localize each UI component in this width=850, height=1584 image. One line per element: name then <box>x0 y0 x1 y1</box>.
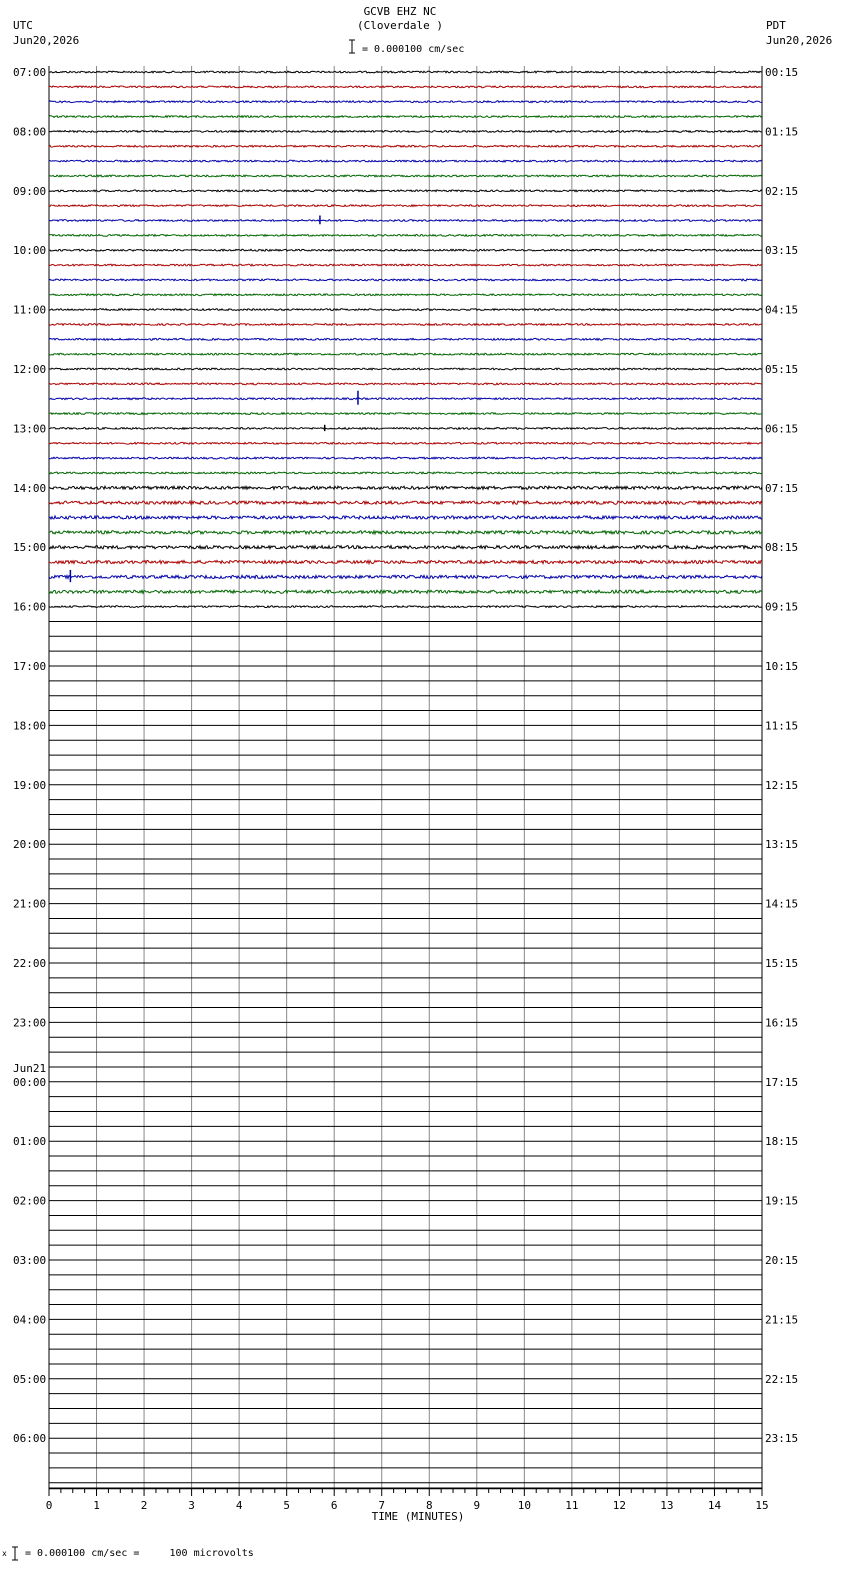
left-hour-label: 03:00 <box>13 1254 47 1267</box>
left-date-label: Jun21 <box>13 1061 47 1075</box>
trace-row <box>49 160 762 162</box>
trace-row <box>49 486 762 489</box>
x-axis <box>46 1488 769 1523</box>
left-hour-label: 02:00 <box>13 1194 47 1208</box>
right-hour-label: 00:15 <box>765 66 799 79</box>
trace-row <box>49 413 762 415</box>
trace-row <box>49 353 762 355</box>
left-date: Jun20,2026 <box>13 34 80 47</box>
left-hour-label: 19:00 <box>13 778 47 792</box>
footer-marker: x <box>2 1549 7 1558</box>
x-tick-label: 15 <box>755 1499 769 1512</box>
trace-row <box>49 86 762 88</box>
station-name: GCVB EHZ NC <box>363 5 437 18</box>
trace-row <box>49 116 762 118</box>
trace-row <box>49 472 762 474</box>
left-hour-label: 10:00 <box>13 244 47 258</box>
left-hour-label: 22:00 <box>13 957 47 970</box>
scale-bar-icon <box>349 40 355 53</box>
trace-row <box>49 546 762 549</box>
left-hour-label: 06:00 <box>13 1432 47 1446</box>
trace-row <box>49 235 762 237</box>
footer-scale-note: = 0.000100 cm/sec = 100 microvolts <box>25 1548 254 1559</box>
left-hour-label: 18:00 <box>13 719 47 733</box>
left-hour-label: 17:00 <box>13 660 47 673</box>
trace-row <box>49 398 762 400</box>
x-tick-label: 6 <box>330 1499 338 1512</box>
x-tick-label: 2 <box>140 1499 148 1512</box>
trace-row <box>49 324 762 326</box>
right-hour-label: 13:15 <box>765 838 799 852</box>
trace-row <box>49 131 762 133</box>
trace-row <box>49 575 762 578</box>
left-hour-label: 01:00 <box>13 1135 47 1149</box>
x-tick-label: 10 <box>517 1499 531 1512</box>
left-hour-label: 13:00 <box>13 422 47 436</box>
right-hour-label: 17:15 <box>765 1075 799 1089</box>
left-hour-label: 04:00 <box>13 1313 47 1327</box>
left-hour-label: 15:00 <box>13 541 47 555</box>
x-tick-label: 1 <box>93 1499 100 1512</box>
trace-row <box>49 501 762 504</box>
right-hour-label: 20:15 <box>765 1254 799 1267</box>
right-hour-label: 05:15 <box>765 363 799 376</box>
x-tick-label: 9 <box>473 1499 481 1512</box>
trace-row <box>49 606 762 608</box>
trace-row <box>49 249 762 251</box>
left-hour-label: 21:00 <box>13 897 47 911</box>
left-timezone: UTC <box>13 19 33 32</box>
right-hour-label: 23:15 <box>765 1432 799 1446</box>
trace-row <box>49 175 762 177</box>
right-hour-label: 08:15 <box>765 541 799 555</box>
left-hour-label: 00:00 <box>13 1075 47 1089</box>
left-hour-label: 23:00 <box>13 1016 47 1030</box>
trace-row <box>49 190 762 192</box>
x-tick-label: 0 <box>45 1499 53 1512</box>
right-hour-label: 12:15 <box>765 778 799 792</box>
x-tick-label: 14 <box>707 1499 722 1512</box>
right-hour-label: 07:15 <box>765 481 799 495</box>
x-tick-label: 5 <box>283 1499 290 1512</box>
trace-row <box>49 428 762 430</box>
trace-row <box>49 590 762 593</box>
x-tick-label: 13 <box>660 1499 674 1512</box>
x-tick-label: 12 <box>612 1499 627 1512</box>
trace-row <box>49 531 762 534</box>
right-hour-label: 11:15 <box>765 719 799 733</box>
right-hour-label: 02:15 <box>765 184 799 198</box>
scale-label: = 0.000100 cm/sec <box>362 44 465 55</box>
trace-row <box>49 145 762 147</box>
left-hour-label: 07:00 <box>13 66 47 79</box>
trace-row <box>49 71 762 73</box>
right-hour-label: 01:15 <box>765 125 799 139</box>
right-hour-label: 18:15 <box>765 1135 799 1149</box>
x-tick-label: 4 <box>235 1499 243 1512</box>
right-hour-label: 06:15 <box>765 422 799 436</box>
trace-row <box>49 457 762 459</box>
x-axis-title: TIME (MINUTES) <box>371 1510 465 1523</box>
right-timezone: PDT <box>766 19 786 32</box>
station-location: (Cloverdale ) <box>356 19 444 32</box>
x-tick-label: 8 <box>425 1499 433 1512</box>
trace-row <box>49 561 762 564</box>
left-hour-label: 16:00 <box>13 600 47 614</box>
right-hour-label: 14:15 <box>765 897 799 911</box>
trace-row <box>49 264 762 266</box>
trace-row <box>49 338 762 340</box>
left-hour-label: 12:00 <box>13 363 47 376</box>
trace-row <box>49 516 762 519</box>
right-hour-label: 21:15 <box>765 1313 799 1327</box>
footer-scale-icon <box>12 1547 18 1560</box>
right-hour-label: 04:15 <box>765 303 799 317</box>
left-hour-label: 05:00 <box>13 1372 47 1386</box>
x-tick-label: 11 <box>565 1499 579 1512</box>
trace-row <box>49 309 762 311</box>
trace-row <box>49 205 762 207</box>
right-hour-label: 10:15 <box>765 660 799 673</box>
left-hour-label: 09:00 <box>13 184 47 198</box>
seismic-traces <box>49 71 762 1483</box>
trace-row <box>49 279 762 281</box>
left-hour-label: 14:00 <box>13 481 47 495</box>
trace-row <box>49 294 762 296</box>
right-hour-label: 03:15 <box>765 244 799 258</box>
left-hour-label: 11:00 <box>13 303 47 317</box>
right-hour-label: 15:15 <box>765 957 799 970</box>
right-hour-label: 19:15 <box>765 1194 799 1208</box>
x-tick-label: 7 <box>378 1499 386 1512</box>
trace-row <box>49 383 762 385</box>
x-tick-label: 3 <box>188 1499 195 1512</box>
right-date: Jun20,2026 <box>766 34 833 47</box>
trace-row <box>49 368 762 370</box>
trace-row <box>49 220 762 222</box>
left-hour-label: 20:00 <box>13 838 47 852</box>
right-hour-label: 16:15 <box>765 1016 799 1030</box>
right-hour-label: 09:15 <box>765 600 799 614</box>
right-hour-label: 22:15 <box>765 1372 799 1386</box>
left-hour-label: 08:00 <box>13 125 47 139</box>
trace-row <box>49 442 762 444</box>
trace-row <box>49 101 762 103</box>
